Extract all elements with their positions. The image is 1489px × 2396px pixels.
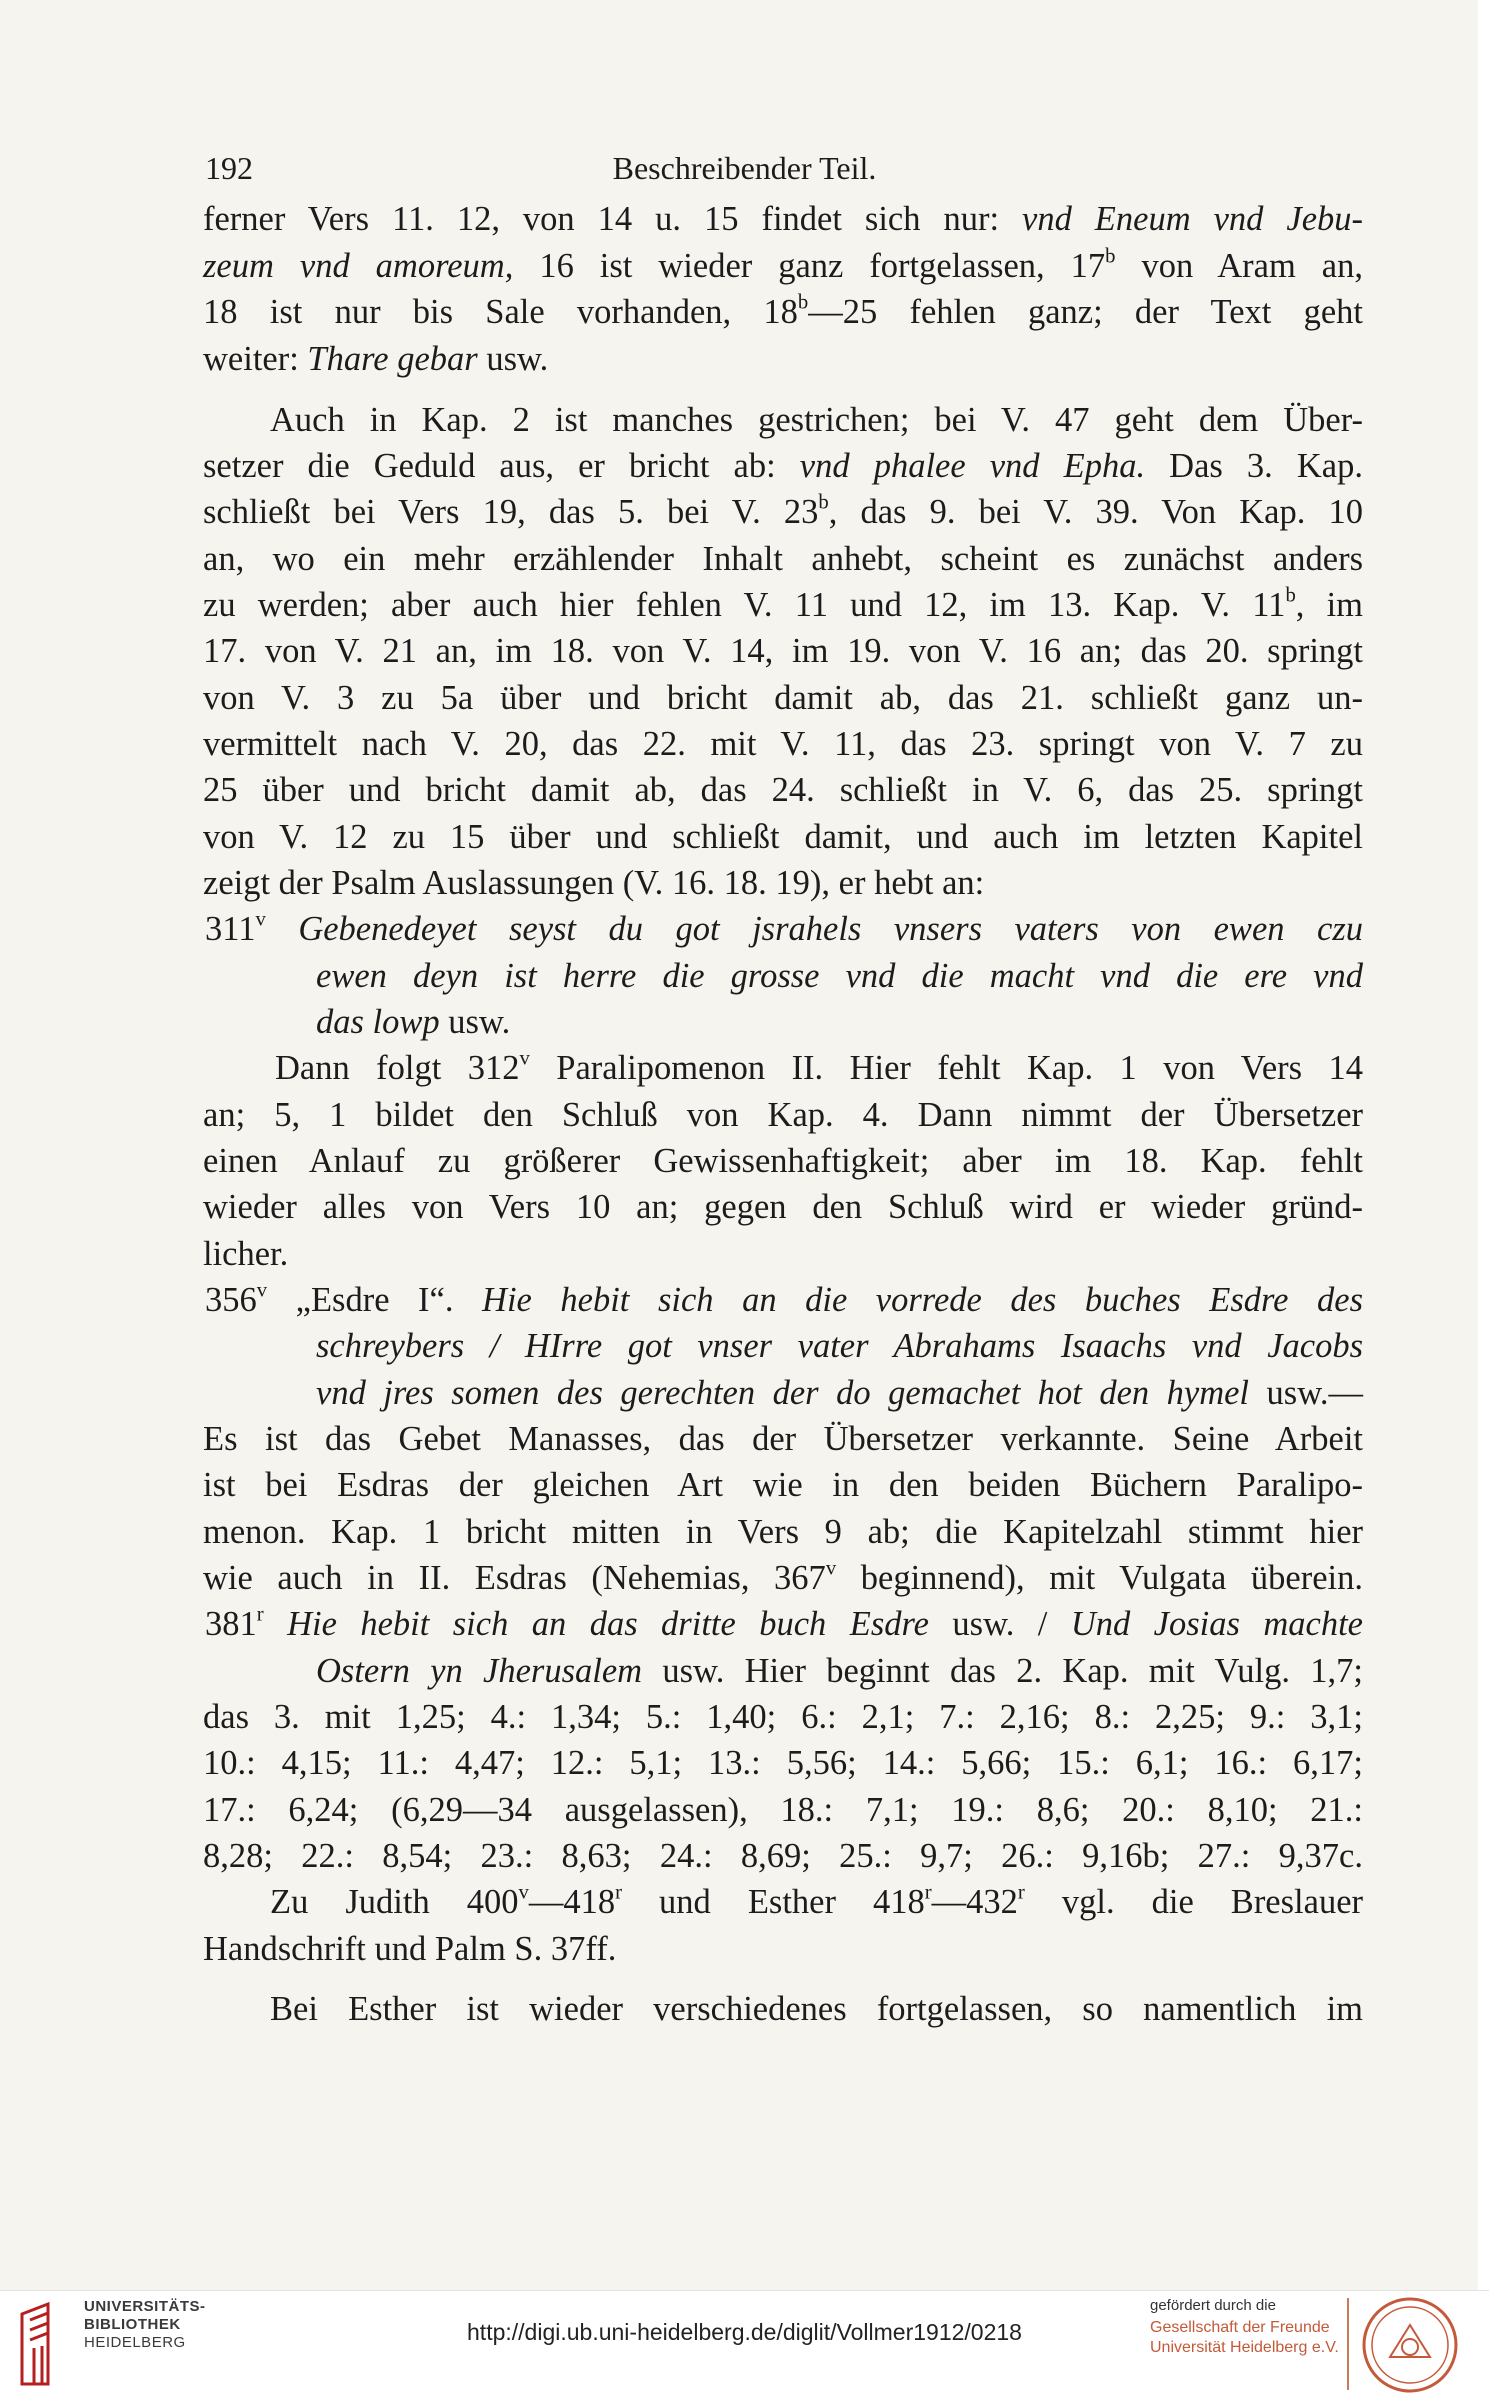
italic-quote: schreybers / HIrre got vnser vater Abrahams Isaachs vnd Jacobs: [316, 1327, 1363, 1365]
superscript: b: [1285, 584, 1296, 607]
text-run: 311: [205, 910, 256, 948]
text-run: wie auch in II. Esdras (Nehemias, 367: [203, 1559, 826, 1597]
text-run: —432: [931, 1883, 1018, 1921]
text-line: [203, 1416, 1363, 1462]
text-line: [203, 489, 1363, 535]
page-number: 192: [205, 150, 253, 186]
text-run: Das 3. Kap.: [1145, 447, 1363, 485]
text-run: vgl. die Breslauer: [1024, 1883, 1363, 1921]
text-run: —25 fehlen ganz; der Text geht: [808, 293, 1364, 331]
superscript: v: [825, 1557, 837, 1580]
text-line: [203, 860, 1363, 906]
text-run: Handschrift und Palm S. 37ff.: [203, 1930, 617, 1968]
text-run: 17.: 6,24; (6,29—34 ausgelassen), 18.: 7,1; 19.: 8,6; 20.: 8,10; 21.:: [203, 1791, 1363, 1829]
superscript: v: [518, 1881, 529, 1904]
text-line: [205, 906, 1363, 952]
text-line: [203, 582, 1363, 628]
italic-quote: zeum vnd amoreum,: [203, 247, 514, 285]
italic-quote: vnd jres somen des gerechten der do gemachet hot den hymel: [316, 1374, 1250, 1412]
text-run: 8,28; 22.: 8,54; 23.: 8,63; 24.: 8,69; 25.: 9,7; 26.: 9,16b; 27.: 9,37c.: [203, 1837, 1363, 1875]
superscript: r: [924, 1881, 932, 1904]
text-line: [205, 1601, 1363, 1647]
university-seal-icon: [1360, 2295, 1460, 2395]
text-run: menon. Kap. 1 bricht mitten in Vers 9 ab; die Kapitelzahl stimmt hier: [203, 1513, 1363, 1551]
text-run: an; 5, 1 bildet den Schluß von Kap. 4. Dann nimmt der Übersetzer: [203, 1096, 1363, 1134]
text-line: [203, 1462, 1363, 1508]
text-run: setzer die Geduld aus, er bricht ab:: [203, 447, 800, 485]
text-run: usw. Hier beginnt das 2. Kap. mit Vulg. 1,7;: [642, 1652, 1363, 1690]
text-line: [203, 536, 1363, 582]
text-run: „Esdre I“.: [267, 1281, 483, 1319]
superscript: v: [519, 1047, 530, 1070]
text-line: [203, 1787, 1363, 1833]
library-name-line2: BIBLIOTHEK: [84, 2316, 181, 2333]
text-line: [203, 1184, 1363, 1230]
text-run: schließt bei Vers 19, das 5. bei V. 23: [203, 493, 819, 531]
text-line: [203, 1833, 1363, 1879]
text-line: [203, 196, 1363, 242]
text-run: 356: [205, 1281, 257, 1319]
text-run: Auch in Kap. 2 ist manches gestrichen; bei V. 47 geht dem Über-: [270, 401, 1363, 439]
running-title: Beschreibender Teil.: [612, 150, 877, 186]
italic-quote: vnd Eneum vnd Jebu-: [1022, 200, 1363, 238]
text-line: [203, 336, 1363, 382]
text-run: das 3. mit 1,25; 4.: 1,34; 5.: 1,40; 6.: 2,1; 7.: 2,16; 8.: 2,25; 9.: 3,1;: [203, 1698, 1363, 1736]
text-line: [205, 1277, 1363, 1323]
text-run: usw.: [439, 1003, 511, 1041]
text-run: Es ist das Gebet Manasses, das der Übersetzer verkannte. Seine Arbeit: [203, 1420, 1363, 1458]
library-name-line3: HEIDELBERG: [84, 2334, 186, 2351]
text-run: weiter:: [203, 340, 308, 378]
text-run: vermittelt nach V. 20, das 22. mit V. 11, das 23. springt von V. 7 zu: [203, 725, 1363, 763]
italic-quote: vnd phalee vnd Epha.: [799, 447, 1146, 485]
italic-quote: Hie hebit sich an die vorrede des buches Esdre des: [482, 1281, 1364, 1319]
text-line: [203, 443, 1363, 489]
text-run: 10.: 4,15; 11.: 4,47; 12.: 5,1; 13.: 5,56; 14.: 5,66; 15.: 6,1; 16.: 6,17;: [203, 1744, 1363, 1782]
italic-quote: Thare gebar: [307, 340, 478, 378]
text-line: [270, 397, 1363, 443]
text-run: einen Anlauf zu größerer Gewissenhaftigkeit; aber im 18. Kap. fehlt: [203, 1142, 1363, 1180]
text-line: [203, 1926, 1363, 1972]
superscript: v: [256, 1279, 268, 1302]
text-line: [275, 1045, 1363, 1091]
text-run: 18 ist nur bis Sale vorhanden, 18: [203, 293, 798, 331]
sponsor-name-line2: Universität Heidelberg e.V.: [1150, 2339, 1339, 2356]
text-run: Zu Judith 400: [270, 1883, 519, 1921]
library-name-line1: UNIVERSITÄTS-: [84, 2298, 206, 2315]
text-run: zeigt der Psalm Auslassungen (V. 16. 18. 19), er hebt an:: [203, 864, 985, 902]
text-line: [203, 1092, 1363, 1138]
superscript: b: [818, 491, 829, 514]
text-line: [203, 1555, 1363, 1601]
text-line: [203, 721, 1363, 767]
text-run: —418: [528, 1883, 616, 1921]
text-run: zu werden; aber auch hier fehlen V. 11 und 12, im 13. Kap. V. 11: [203, 586, 1286, 624]
text-run: 381: [205, 1605, 257, 1643]
text-line: [203, 814, 1363, 860]
text-line: [203, 1231, 1363, 1277]
text-run: ist bei Esdras der gleichen Art wie in den beiden Büchern Paralipo-: [203, 1466, 1363, 1504]
superscript: b: [1105, 245, 1116, 268]
text-line: [203, 1509, 1363, 1555]
text-line: [203, 675, 1363, 721]
text-run: beginnend), mit Vulgata überein.: [836, 1559, 1364, 1597]
italic-quote: ewen deyn ist herre die grosse vnd die macht vnd die ere vnd: [316, 957, 1363, 995]
sponsor-name: [1150, 2318, 1339, 2358]
text-run: von Aram an,: [1115, 247, 1363, 285]
sponsor-label: gefördert durch die: [1150, 2297, 1276, 2314]
text-line: [203, 628, 1363, 674]
text-run: usw.: [477, 340, 549, 378]
text-run: licher.: [203, 1235, 289, 1273]
italic-quote: Gebenedeyet seyst du got jsrahels vnsers vaters von ewen czu: [298, 910, 1363, 948]
text-line: [316, 1648, 1363, 1694]
text-line: [316, 1323, 1363, 1369]
text-run: und Esther 418: [622, 1883, 925, 1921]
text-run: Dann folgt 312: [275, 1049, 520, 1087]
text-line: [203, 1740, 1363, 1786]
text-run: Bei Esther ist wieder verschiedenes fortgelassen, so namentlich im: [270, 1990, 1363, 2028]
text-run: ferner Vers 11. 12, von 14 u. 15 findet sich nur:: [203, 200, 1023, 238]
italic-quote: Hie hebit sich an das dritte buch Esdre: [287, 1605, 929, 1643]
text-line: [316, 953, 1363, 999]
superscript: b: [797, 291, 809, 314]
text-run: 16 ist wieder ganz fortgelassen, 17: [513, 247, 1106, 285]
text-line: [203, 243, 1363, 289]
permalink-url[interactable]: http://digi.ub.uni-heidelberg.de/diglit/Vollmer1912/0218: [467, 2319, 1022, 2345]
text-line: [270, 1986, 1363, 2032]
text-line: [270, 1879, 1363, 1925]
superscript: r: [256, 1603, 264, 1626]
text-run: an, wo ein mehr erzählender Inhalt anhebt, scheint es zunächst anders: [203, 540, 1363, 578]
superscript: v: [255, 908, 266, 931]
text-run: von V. 3 zu 5a über und bricht damit ab, das 21. schließt ganz un-: [203, 679, 1363, 717]
text-run: Paralipomenon II. Hier fehlt Kap. 1 von Vers 14: [529, 1049, 1363, 1087]
text-line: [203, 1694, 1363, 1740]
italic-quote: Ostern yn Jherusalem: [316, 1652, 643, 1690]
text-line: [316, 1370, 1363, 1416]
scan-edge: [1478, 0, 1489, 2290]
sponsor-name-line1: Gesellschaft der Freunde: [1150, 2319, 1330, 2336]
text-run: usw.—: [1249, 1374, 1363, 1412]
text-run: 25 über und bricht damit ab, das 24. schließt in V. 6, das 25. springt: [203, 771, 1363, 809]
italic-quote: Und Josias machte: [1070, 1605, 1363, 1643]
text-line: [203, 289, 1363, 335]
text-run: 17. von V. 21 an, im 18. von V. 14, im 19. von V. 16 an; das 20. springt: [203, 632, 1363, 670]
text-run: [264, 1605, 287, 1643]
superscript: r: [615, 1881, 622, 1904]
text-line: [316, 999, 1363, 1045]
text-run: wieder alles von Vers 10 an; gegen den Schluß wird er wieder gründ-: [203, 1188, 1363, 1226]
sponsor-divider: [1347, 2298, 1349, 2390]
text-line: [203, 767, 1363, 813]
italic-quote: das lowp: [316, 1003, 440, 1041]
text-run: [266, 910, 299, 948]
superscript: r: [1017, 1881, 1025, 1904]
text-run: , das 9. bei V. 39. Von Kap. 10: [828, 493, 1363, 531]
text-line: [203, 1138, 1363, 1184]
text-run: , im: [1295, 586, 1364, 624]
text-run: usw. /: [928, 1605, 1071, 1643]
text-run: von V. 12 zu 15 über und schließt damit, und auch im letzten Kapitel: [203, 818, 1363, 856]
